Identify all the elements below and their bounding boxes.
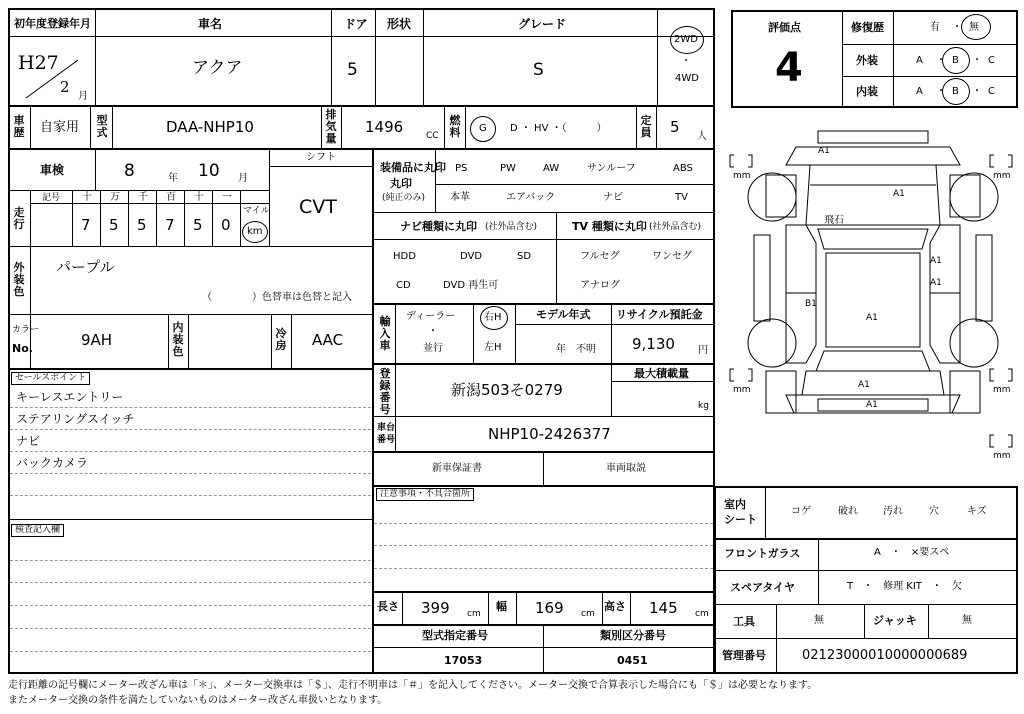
car-name-label: 車名	[198, 17, 223, 31]
fuel-g: G	[479, 123, 487, 134]
year-unit: 年	[168, 173, 178, 184]
score-value: 4	[775, 45, 803, 91]
damage-stone: 飛石	[824, 215, 844, 226]
reg-number: 新潟503そ0279	[451, 381, 563, 399]
warranty-label: 新車保証書	[432, 463, 482, 474]
footer-note-1: 走行距離の記号欄にメーター改ざん車は「＊」、メーター交換車は「＄」、走行不明車は「＃」を記入してください。メーター交換で合算表示した場合にも「＄」は必要となります。	[8, 680, 818, 691]
shift-label: シフト	[306, 152, 336, 163]
drive-2wd: 2WD	[674, 34, 698, 45]
mm-unit: mm	[993, 451, 1011, 461]
divider	[864, 605, 865, 638]
divider	[100, 191, 101, 246]
door-value: 5	[347, 60, 358, 80]
car-roof	[826, 253, 920, 347]
grade-b: B	[952, 55, 959, 66]
class-num-label: 類別区分番号	[600, 629, 666, 642]
damage-label: A1	[866, 313, 878, 323]
cm-unit: cm	[467, 609, 481, 619]
grade-label: グレード	[518, 17, 567, 31]
tv-sub: (社外品含む)	[649, 222, 702, 232]
tv-item: アナログ	[580, 280, 620, 291]
color-change-note: （ ）色替車は色替と記入	[202, 292, 352, 303]
divider	[30, 106, 31, 148]
grade-c: C	[988, 55, 995, 66]
grade-dot: ・	[936, 86, 946, 97]
height-label: 高さ	[604, 600, 626, 613]
inspection-label: 車検	[40, 163, 65, 177]
divider	[95, 149, 96, 190]
bracket	[990, 435, 994, 447]
reg-label: 登録番号	[379, 367, 391, 416]
navi-sub: (社外品含む)	[485, 222, 538, 232]
dashed-line	[10, 560, 371, 561]
divider	[373, 239, 714, 240]
divider	[488, 592, 489, 624]
repair-no: 無	[969, 22, 979, 33]
import-dot: ・	[428, 326, 438, 337]
first-reg-era: H27	[18, 52, 59, 74]
divider	[212, 191, 213, 246]
fuel-options: D ・ HV ・（ ）	[510, 123, 607, 134]
car-front-bumper	[818, 131, 928, 143]
room-sheet-item: 汚れ	[883, 506, 903, 517]
width-value: 169	[535, 599, 564, 617]
divider	[636, 106, 637, 148]
equipment-item: TV	[675, 192, 688, 203]
kg-unit: kg	[698, 401, 709, 411]
divider	[765, 487, 766, 538]
divider	[436, 184, 714, 185]
mileage-digit: 7	[165, 216, 175, 234]
main-form	[8, 8, 715, 674]
inspection-year: 8	[124, 161, 135, 181]
divider	[9, 246, 372, 247]
history-value: 自家用	[40, 120, 80, 135]
grade-c: C	[988, 86, 995, 97]
tools-value: 無	[814, 615, 824, 626]
divider	[9, 36, 714, 37]
dashed-line	[10, 605, 371, 606]
divider	[435, 149, 436, 212]
import-dealer: ディーラー	[406, 311, 456, 322]
chassis-label: 車台	[377, 423, 396, 433]
room-sheet-item: キズ	[967, 506, 987, 517]
divider	[373, 591, 714, 593]
fuel-label: 燃料	[449, 114, 461, 139]
grade-dot: ・	[936, 55, 946, 66]
bracket	[748, 369, 752, 381]
repair-label: 修復歴	[851, 21, 884, 34]
divider	[331, 9, 332, 106]
door-label: ドア	[344, 17, 368, 31]
divider	[9, 148, 714, 150]
divider	[291, 315, 292, 368]
navi-item: SD	[517, 251, 532, 262]
mgmt-label: 管理番号	[722, 649, 766, 662]
month-unit: 月	[78, 91, 88, 102]
divider	[373, 485, 714, 487]
interior-color-label: 内装色	[172, 321, 184, 358]
divider	[715, 604, 1017, 605]
navi-item: CD	[396, 280, 411, 291]
divider	[611, 364, 612, 416]
bracket	[1008, 155, 1012, 167]
length-value: 399	[421, 599, 450, 617]
footer-note-2: またメーター交換の条件を満たしていないものはメーター改ざん車扱いとなります。	[8, 695, 388, 706]
mileage-digit: 5	[109, 216, 119, 234]
bracket	[748, 155, 752, 167]
shift-value: CVT	[299, 196, 337, 218]
mm-unit: mm	[993, 385, 1011, 395]
chassis-number: NHP10-2426377	[488, 425, 611, 443]
divider	[842, 11, 843, 107]
first-reg-month: 2	[60, 78, 70, 96]
tv-item: フルセグ	[580, 251, 620, 262]
divider	[656, 106, 657, 148]
car-wheel-fl	[748, 173, 796, 221]
mileage-label: 走行	[13, 206, 25, 231]
capacity-value: 5	[670, 118, 680, 136]
cm-unit: cm	[581, 609, 595, 619]
equipment-item: ナビ	[603, 192, 623, 203]
spare-label: スペアタイヤ	[730, 581, 796, 594]
tv-label: TV 種類に丸印	[572, 220, 647, 233]
dashed-line	[10, 628, 371, 629]
sales-point: キーレスエントリー	[16, 390, 124, 404]
divider	[9, 519, 372, 520]
divider	[9, 105, 714, 107]
length-label: 長さ	[377, 600, 399, 613]
navi-label: ナビ種類に丸印	[400, 220, 477, 233]
tv-item: ワンセグ	[652, 251, 692, 262]
divider	[444, 106, 445, 148]
divider	[776, 639, 777, 673]
damage-label: A1	[818, 146, 830, 156]
dashed-line	[374, 568, 713, 569]
divider	[270, 166, 372, 167]
equipment-label-2: 丸印	[390, 177, 412, 190]
dashed-line	[10, 651, 371, 652]
car-windshield	[818, 229, 928, 249]
inspection-month: 10	[198, 161, 220, 181]
sales-point: ステアリングスイッチ	[16, 412, 135, 426]
exterior-color: パープル	[56, 258, 115, 276]
dashed-line	[10, 582, 371, 583]
divider	[373, 303, 714, 305]
yen-unit: 円	[698, 345, 708, 356]
equipment-item: PW	[500, 163, 516, 174]
divider	[156, 191, 157, 246]
car-sill-right	[976, 235, 992, 321]
divider	[893, 11, 894, 107]
shape-label: 形状	[387, 17, 412, 31]
damage-label: A1	[866, 400, 878, 410]
car-diagram	[726, 125, 1020, 470]
dashed-line	[374, 545, 713, 546]
equipment-item: 本革	[450, 192, 470, 203]
jack-label: ジャッキ	[873, 614, 917, 627]
car-doors-left	[786, 225, 816, 363]
model-year-value: 年 不明	[556, 344, 596, 355]
exterior-color-label: 外装色	[13, 261, 25, 298]
handle-right: 右H	[484, 312, 502, 323]
divider	[423, 9, 424, 106]
mile-label: マイル	[243, 206, 270, 216]
model-label: 型式	[96, 114, 108, 139]
equipment-item: ABS	[673, 163, 693, 174]
dashed-line	[10, 407, 371, 408]
color-no-label: No.	[12, 342, 33, 355]
inspection-notes-label: 検査記入欄	[11, 524, 64, 537]
divider	[321, 106, 322, 148]
dashed-line	[10, 473, 371, 474]
divider	[269, 149, 270, 246]
bracket	[1008, 435, 1012, 447]
dashed-line	[374, 523, 713, 524]
navi-item: DVD 再生可	[443, 280, 499, 291]
width-label: 幅	[496, 600, 507, 613]
cc-unit: CC	[426, 131, 439, 141]
divider	[928, 605, 929, 638]
divider	[72, 191, 73, 246]
max-load-label: 最大積載量	[634, 367, 689, 380]
repair-yes: 有	[930, 22, 940, 33]
mileage-digit: 7	[81, 216, 91, 234]
color-no-label-top: カラー	[12, 325, 40, 335]
divider	[168, 315, 169, 368]
grade-dot: ・	[972, 86, 982, 97]
divider	[373, 212, 714, 213]
class-num-value: 0451	[617, 654, 648, 667]
divider	[516, 324, 714, 325]
dashed-line	[10, 451, 371, 452]
divider	[112, 106, 113, 148]
cm-unit: cm	[695, 609, 709, 619]
caution-label: 注意事項・不具合箇所	[376, 488, 474, 501]
divider	[30, 191, 31, 246]
bracket	[990, 155, 994, 167]
color-no-value: 9AH	[81, 331, 113, 349]
car-sill-left	[754, 235, 770, 321]
divider	[543, 452, 544, 485]
divider	[375, 9, 376, 106]
mileage-unit: 十	[194, 192, 204, 203]
mileage-digit: 0	[221, 216, 231, 234]
car-name: アクア	[192, 58, 243, 78]
capacity-label: 定員	[640, 114, 652, 139]
divider	[611, 304, 612, 363]
car-wheel-rl	[748, 319, 796, 367]
sales-points-label: セールスポイント	[11, 372, 90, 385]
grade-a: A	[916, 86, 923, 97]
grade-value: S	[533, 60, 544, 80]
divider	[240, 191, 241, 246]
divider	[818, 539, 819, 604]
divider	[612, 381, 714, 382]
car-wheel-fr	[950, 173, 998, 221]
equipment-sub: (純正のみ)	[382, 193, 426, 203]
windshield-options: A ・ ×要スペ	[874, 547, 950, 558]
divider	[556, 213, 557, 303]
height-value: 145	[649, 599, 678, 617]
damage-label: A1	[930, 278, 942, 288]
divider	[373, 363, 714, 365]
divider	[395, 417, 396, 451]
divider	[128, 191, 129, 246]
divider	[402, 592, 403, 624]
divider	[341, 106, 342, 148]
mileage-digit: 5	[137, 216, 147, 234]
divider	[188, 315, 189, 368]
bracket	[730, 155, 734, 167]
mileage-unit: 百	[166, 192, 176, 203]
drive-dot: ・	[681, 56, 691, 67]
damage-label: A1	[930, 256, 942, 266]
mgmt-number: 02123000010000000689	[802, 648, 968, 663]
navi-item: HDD	[393, 251, 416, 262]
divider	[715, 570, 1017, 571]
ac-value: AAC	[312, 331, 344, 349]
room-sheet-label: 室内	[724, 498, 746, 511]
dashed-line	[10, 429, 371, 430]
history-label: 車歴	[13, 114, 25, 139]
mileage-digit: 5	[193, 216, 203, 234]
divider	[630, 592, 631, 624]
mileage-sign-label: 記号	[42, 193, 61, 203]
grade-a: A	[916, 55, 923, 66]
room-sheet-item: 破れ	[838, 506, 858, 517]
mileage-unit: 万	[110, 192, 120, 203]
car-rear-window	[816, 351, 930, 371]
bracket	[1008, 369, 1012, 381]
equipment-item: エアバック	[506, 192, 556, 203]
month-unit: 月	[238, 173, 248, 184]
divider	[9, 190, 269, 191]
type-num-value: 17053	[444, 654, 483, 667]
divider	[543, 625, 544, 673]
score-label: 評価点	[768, 21, 801, 34]
km-label: km	[247, 226, 263, 237]
mm-unit: mm	[993, 171, 1011, 181]
recycle-label: リサイクル預託金	[616, 308, 703, 321]
room-sheet-item: 穴	[929, 506, 939, 517]
bracket	[990, 369, 994, 381]
displacement-value: 1496	[365, 118, 404, 136]
bracket	[730, 369, 734, 381]
recycle-amount: 9,130	[632, 335, 675, 353]
divider	[715, 638, 1017, 639]
divider	[515, 304, 516, 363]
sales-point: ナビ	[16, 434, 41, 448]
divider	[465, 106, 466, 148]
divider	[843, 44, 1016, 45]
divider	[602, 592, 603, 624]
capacity-unit: 人	[697, 131, 707, 142]
damage-label: A1	[858, 380, 870, 390]
room-sheet-label-2: シート	[724, 513, 757, 526]
dashed-line	[10, 495, 371, 496]
divider	[657, 9, 658, 106]
mileage-unit: 一	[222, 192, 232, 203]
type-num-label: 型式指定番号	[422, 629, 488, 642]
divider	[473, 304, 474, 363]
slash-line	[22, 56, 82, 100]
import-label: 輸入車	[379, 315, 391, 352]
divider	[776, 605, 777, 638]
divider	[30, 247, 31, 314]
car-trunk	[802, 371, 944, 395]
divider	[516, 592, 517, 624]
windshield-label: フロントガラス	[724, 547, 801, 560]
jack-value: 無	[962, 615, 972, 626]
first-reg-label: 初年度登録年月	[14, 17, 91, 30]
equipment-item: PS	[455, 163, 468, 174]
repair-dot: ・	[952, 22, 962, 33]
drive-4wd: 4WD	[675, 73, 699, 84]
equipment-item: AW	[543, 163, 560, 174]
divider	[372, 149, 374, 673]
interior-label: 内装	[856, 85, 878, 98]
damage-label: B1	[805, 299, 817, 309]
import-parallel: 並行	[423, 343, 443, 354]
exterior-label: 外装	[856, 54, 878, 67]
equipment-item: サンルーフ	[587, 163, 636, 174]
car-doors-right	[930, 225, 960, 363]
spare-options: T ・ 修理 KIT ・ 欠	[847, 581, 962, 592]
divider	[395, 364, 396, 416]
chassis-label-2: 番号	[377, 435, 396, 445]
displacement-label: 排気量	[325, 108, 337, 145]
mm-unit: mm	[733, 385, 751, 395]
navi-item: DVD	[460, 251, 483, 262]
divider	[9, 314, 372, 315]
damage-label: A1	[893, 189, 905, 199]
equipment-label: 装備品に丸印	[380, 161, 446, 174]
sales-point: バックカメラ	[16, 456, 89, 470]
mileage-unit: 十	[82, 192, 92, 203]
divider	[715, 538, 1017, 540]
manual-label: 車両取説	[606, 463, 646, 474]
mileage-unit: 千	[138, 192, 148, 203]
divider	[373, 416, 714, 417]
divider	[90, 106, 91, 148]
mm-unit: mm	[733, 171, 751, 181]
divider	[843, 76, 1016, 77]
tools-label: 工具	[733, 615, 755, 628]
model-value: DAA-NHP10	[166, 118, 254, 136]
car-wheel-rr	[950, 319, 998, 367]
divider	[31, 203, 269, 204]
handle-left: 左H	[484, 342, 502, 353]
car-hood-front	[786, 147, 960, 165]
divider	[271, 315, 272, 368]
ac-label: 冷房	[275, 327, 287, 352]
divider	[95, 9, 96, 106]
divider	[184, 191, 185, 246]
grade-b: B	[952, 86, 959, 97]
divider	[395, 304, 396, 363]
divider	[9, 368, 372, 370]
grade-dot: ・	[972, 55, 982, 66]
model-year-label: モデル年式	[536, 308, 591, 321]
room-sheet-item: コゲ	[791, 506, 811, 517]
